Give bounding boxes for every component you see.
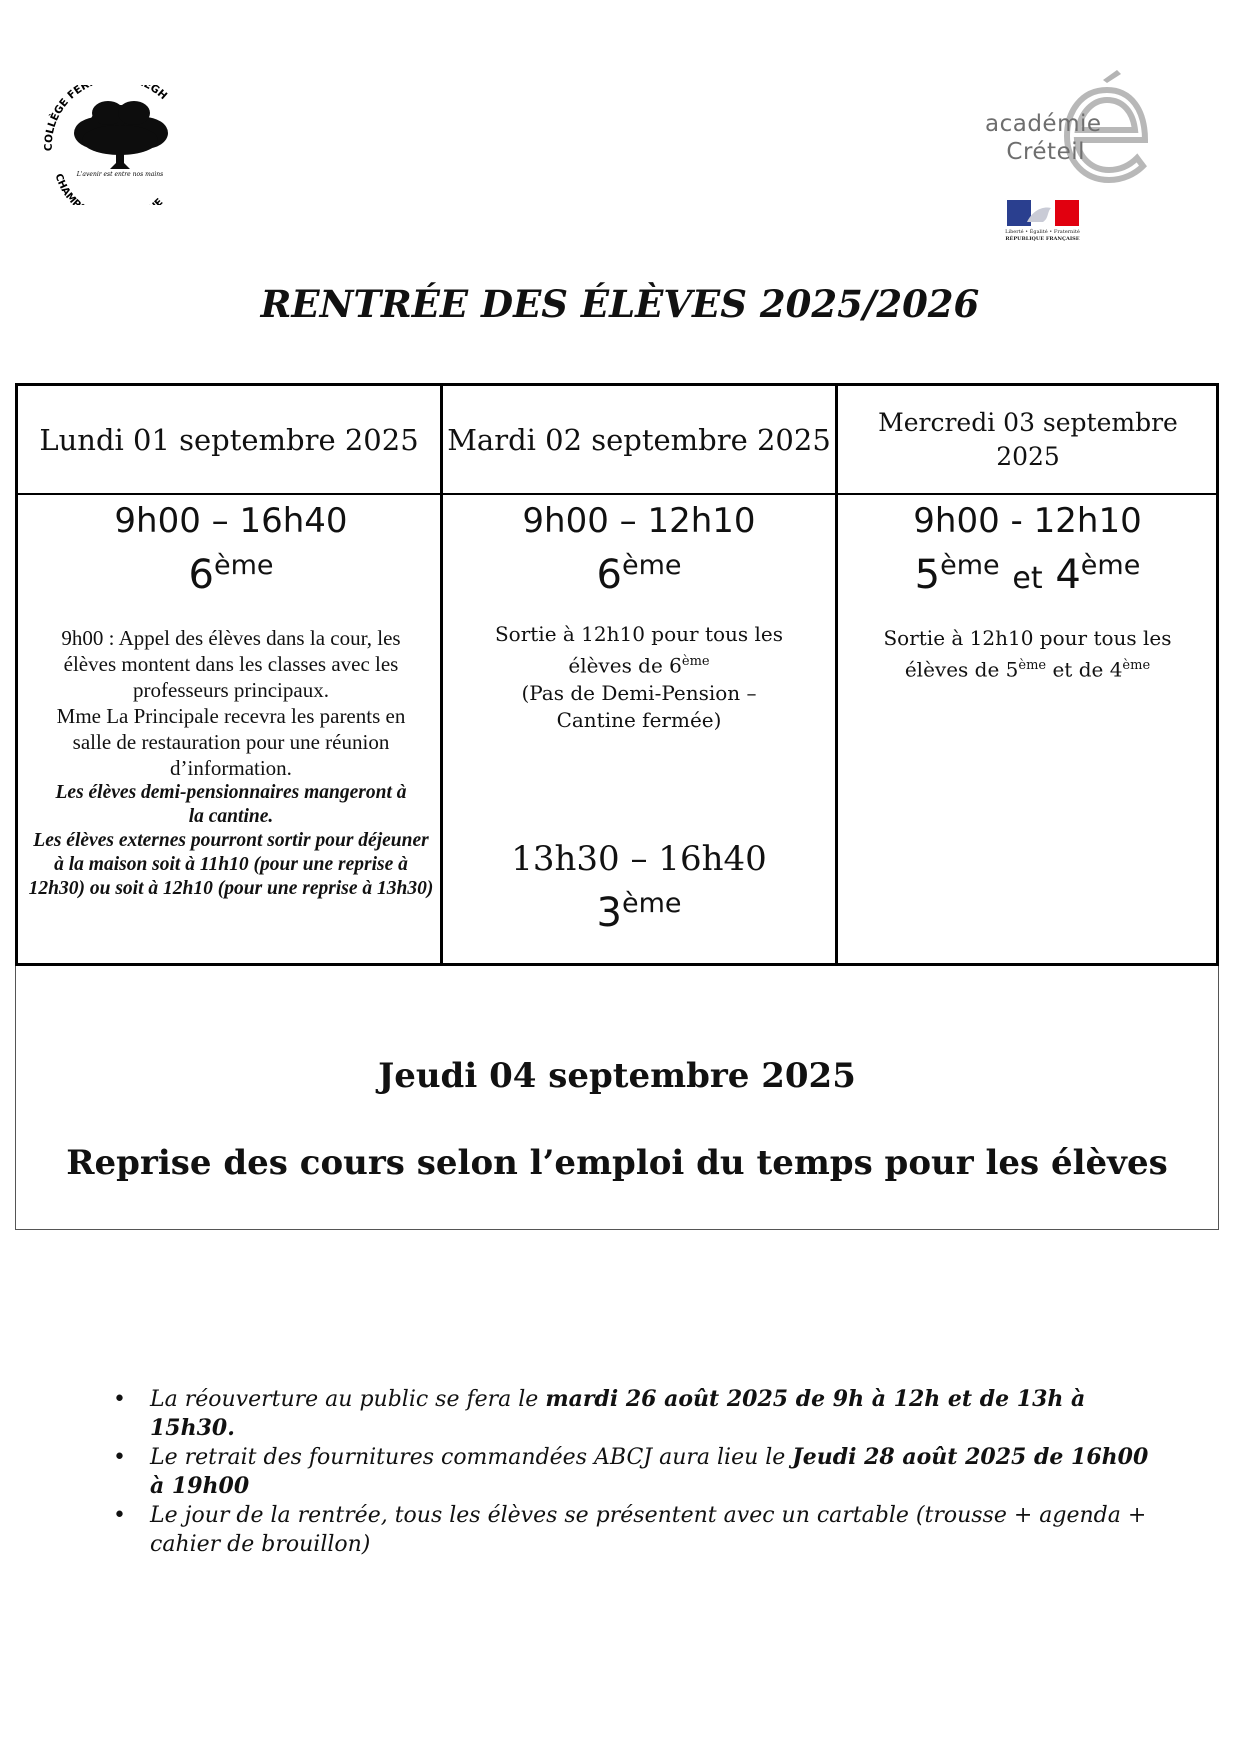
column-divider <box>835 386 838 963</box>
header-divider <box>18 493 1216 495</box>
tree-icon <box>40 85 200 205</box>
school-name: COLLÈGE FER EGH <box>42 85 170 152</box>
bullet-icon: • <box>113 1503 126 1528</box>
tuesday-level-2: 3ème <box>596 887 682 936</box>
academy-line2: Créteil <box>1006 139 1085 165</box>
info-list <box>110 1385 1170 1559</box>
school-motto: L'avenir est entre nos mains <box>76 171 164 178</box>
monday-cell <box>24 496 438 963</box>
monday-note-2: Mme La Principale recevra les parents en salle de restauration pour une réunion d’information. <box>56 704 406 780</box>
tuesday-note-2: (Pas de Demi-Pension – Cantine fermée) <box>521 680 757 732</box>
academy-logo <box>985 70 1160 250</box>
tuesday-note-1: Sortie à 12h10 pour tous les élèves de 6ème <box>494 622 784 678</box>
list-item: • Le jour de la rentrée, tous les élèves se présentent avec un cartable (trousse + agenda + cahier de brouillon) <box>113 1503 1147 1557</box>
flag-caption: Liberté • Égalité • Fraternité RÉPUBLIQUE FRANÇAISE <box>1005 229 1080 242</box>
wednesday-level: 5ème et 4ème <box>914 550 1141 598</box>
academy-name <box>985 110 1102 166</box>
monday-note-1: 9h00 : Appel des élèves dans la cour, les élèves montent dans les classes avec les professeurs principaux. <box>61 626 401 702</box>
tuesday-level: 6ème <box>596 550 682 598</box>
page-title: RENTRÉE DES ÉLÈVES 2025/2026 <box>260 282 980 326</box>
school-logo <box>40 85 200 205</box>
thursday-text: Reprise des cours selon l’emploi du temps pour les élèves <box>66 1143 1168 1183</box>
wednesday-time: 9h00 - 12h10 <box>913 501 1142 541</box>
schedule-table <box>15 383 1219 966</box>
tuesday-time: 9h00 – 12h10 <box>522 501 756 541</box>
list-item: • Le retrait des fournitures commandées ABCJ aura lieu le Jeudi 28 août 2025 de 16h00 à 19h00 <box>113 1444 1149 1499</box>
monday-level: 6ème <box>188 550 274 598</box>
thursday-box <box>15 966 1219 1230</box>
tuesday-cell <box>444 496 834 963</box>
list-item: • La réouverture au public se fera le mardi 26 août 2025 de 9h à 12h et de 13h à 15h30. <box>113 1386 1086 1441</box>
wednesday-cell <box>839 496 1216 963</box>
day-header-monday: Lundi 01 septembre 2025 <box>39 422 419 457</box>
french-flag-icon <box>1007 200 1079 226</box>
school-location: CHAMP E <box>52 172 166 205</box>
thursday-day: Jeudi 04 septembre 2025 <box>378 1056 856 1096</box>
monday-time: 9h00 – 16h40 <box>114 501 348 541</box>
tuesday-time-2: 13h30 – 16h40 <box>511 838 767 879</box>
academy-line1: académie <box>985 111 1102 137</box>
monday-note-bold-2: Les élèves externes pourront sortir pour déjeuner à la maison soit à 11h10 (pour une reprise à 12h30) ou soit à 12h10 (pour une reprise à 13h30) <box>28 830 434 899</box>
day-header-tuesday: Mardi 02 septembre 2025 <box>447 422 831 457</box>
bullet-icon: • <box>113 1387 126 1412</box>
day-header-wednesday: Mercredi 03 septembre 2025 <box>878 407 1178 471</box>
wednesday-note-1: Sortie à 12h10 pour tous les élèves de 5ème et de 4ème <box>883 626 1172 682</box>
monday-note-bold-1: Les élèves demi-pensionnaires mangeront à la cantine. <box>55 782 407 827</box>
bullet-icon: • <box>113 1445 126 1470</box>
